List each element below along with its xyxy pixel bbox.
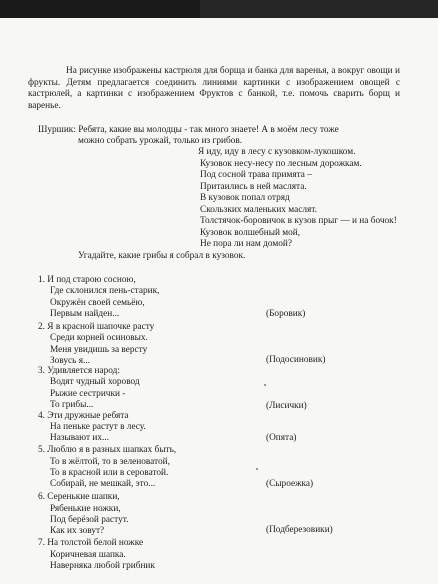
poem-line-4: Притаились в ней маслята. [200, 182, 307, 192]
riddle-1-line-3: Окружён своей семьёю, [50, 298, 145, 308]
riddle-6-answer: (Подберезовики) [266, 525, 333, 535]
riddle-4-line-1: 4. Эти дружные ребята [38, 411, 129, 421]
riddle-1-line-1: 1. И под старою сосною, [38, 275, 136, 285]
riddle-5-line-4: Собирай, не мешкай, это... [50, 479, 156, 489]
poem-line-1: Я иду, иду в лесу с кузовком-лукошком. [198, 147, 356, 157]
poem-line-3: Под сосной трава примята – [200, 170, 312, 180]
riddle-1-line-2: Где склонился пень-старик, [50, 286, 160, 296]
document-page [0, 18, 438, 584]
riddle-7-line-3: Наверняка любой грибник [50, 561, 155, 571]
riddle-7-line-2: Коричневая шапка. [50, 550, 126, 560]
riddle-4-answer: (Опята) [266, 433, 297, 443]
riddle-5-line-2: То в жёлтой, то в зеленоватой, [50, 457, 170, 467]
riddle-5-line-1: 5. Люблю я в разных шапках быть, [38, 445, 177, 455]
scan-top-edge [0, 0, 438, 18]
poem-line-2: Кузовок несу-несу по лесным дорожкам. [200, 159, 362, 169]
poem-line-9: Не пора ли нам домой? [200, 239, 292, 249]
riddle-1-line-4: Первым найден... [50, 309, 120, 319]
speech-line-2: можно собрать урожай, только из грибов. [78, 136, 243, 146]
riddle-3-line-2: Водят чудный хоровод [50, 377, 140, 387]
riddle-2-line-4: Зовусь я... [50, 356, 90, 366]
poem-line-8: Кузовок волшебный мой, [200, 228, 301, 238]
riddle-4-line-2: На пеньке растут в лесу. [50, 422, 146, 432]
riddle-5-answer: (Сыроежка) [266, 479, 314, 489]
riddle-6-line-4: Как их зовут? [50, 526, 105, 536]
scan-speck [256, 468, 258, 470]
riddle-5-line-3: То в красной или в сероватой. [50, 468, 169, 478]
riddle-2-line-3: Меня увидишь за версту [50, 345, 148, 355]
riddle-6-line-1: 6. Серенькие шапки, [38, 492, 120, 502]
task-line: Угадайте, какие грибы я собрал в кузовок. [78, 251, 246, 261]
riddle-1-answer: (Боровик) [266, 309, 306, 319]
scan-speck [264, 384, 266, 386]
intro-paragraph: На рисунке изображены кастрюля для борща и банка для варенья, а вокруг овощи и фрукты. Детям предлагается соединить линиями картинки с изображением овощей с кастрюлей, а картинки с изображением Фруктов с банкой, т.е. помочь сварить борщ и варенье. [28, 66, 400, 111]
riddle-2-line-2: Среди корней осиновых. [50, 333, 148, 343]
riddle-3-line-4: То грибы... [50, 400, 94, 410]
riddle-3-line-3: Рыжие сестрички - [50, 389, 126, 399]
riddle-6-line-3: Под берёзой растут. [50, 515, 129, 525]
riddle-4-line-3: Называют их... [50, 433, 109, 443]
riddle-7-line-1: 7. На толстой белой ножке [38, 538, 144, 548]
riddle-6-line-2: Рябенькие ножки, [50, 504, 121, 514]
poem-line-5: В кузовок попал отряд [200, 193, 290, 203]
riddle-2-line-1: 2. Я в красной шапочке расту [38, 322, 155, 332]
riddle-3-answer: (Лисички) [266, 401, 307, 411]
riddle-3-line-1: 3. Удивляется народ: [38, 366, 120, 376]
speech-line-1: Шуршик: Ребята, какие вы молодцы - так много знаете! А в моём лесу тоже [38, 125, 339, 135]
poem-line-6: Скользких маленьких маслят. [200, 205, 317, 215]
riddle-2-answer: (Подосиновик) [266, 355, 326, 365]
poem-line-7: Толстячок-боровичок в кузов прыг — и на бочок! [200, 216, 397, 226]
